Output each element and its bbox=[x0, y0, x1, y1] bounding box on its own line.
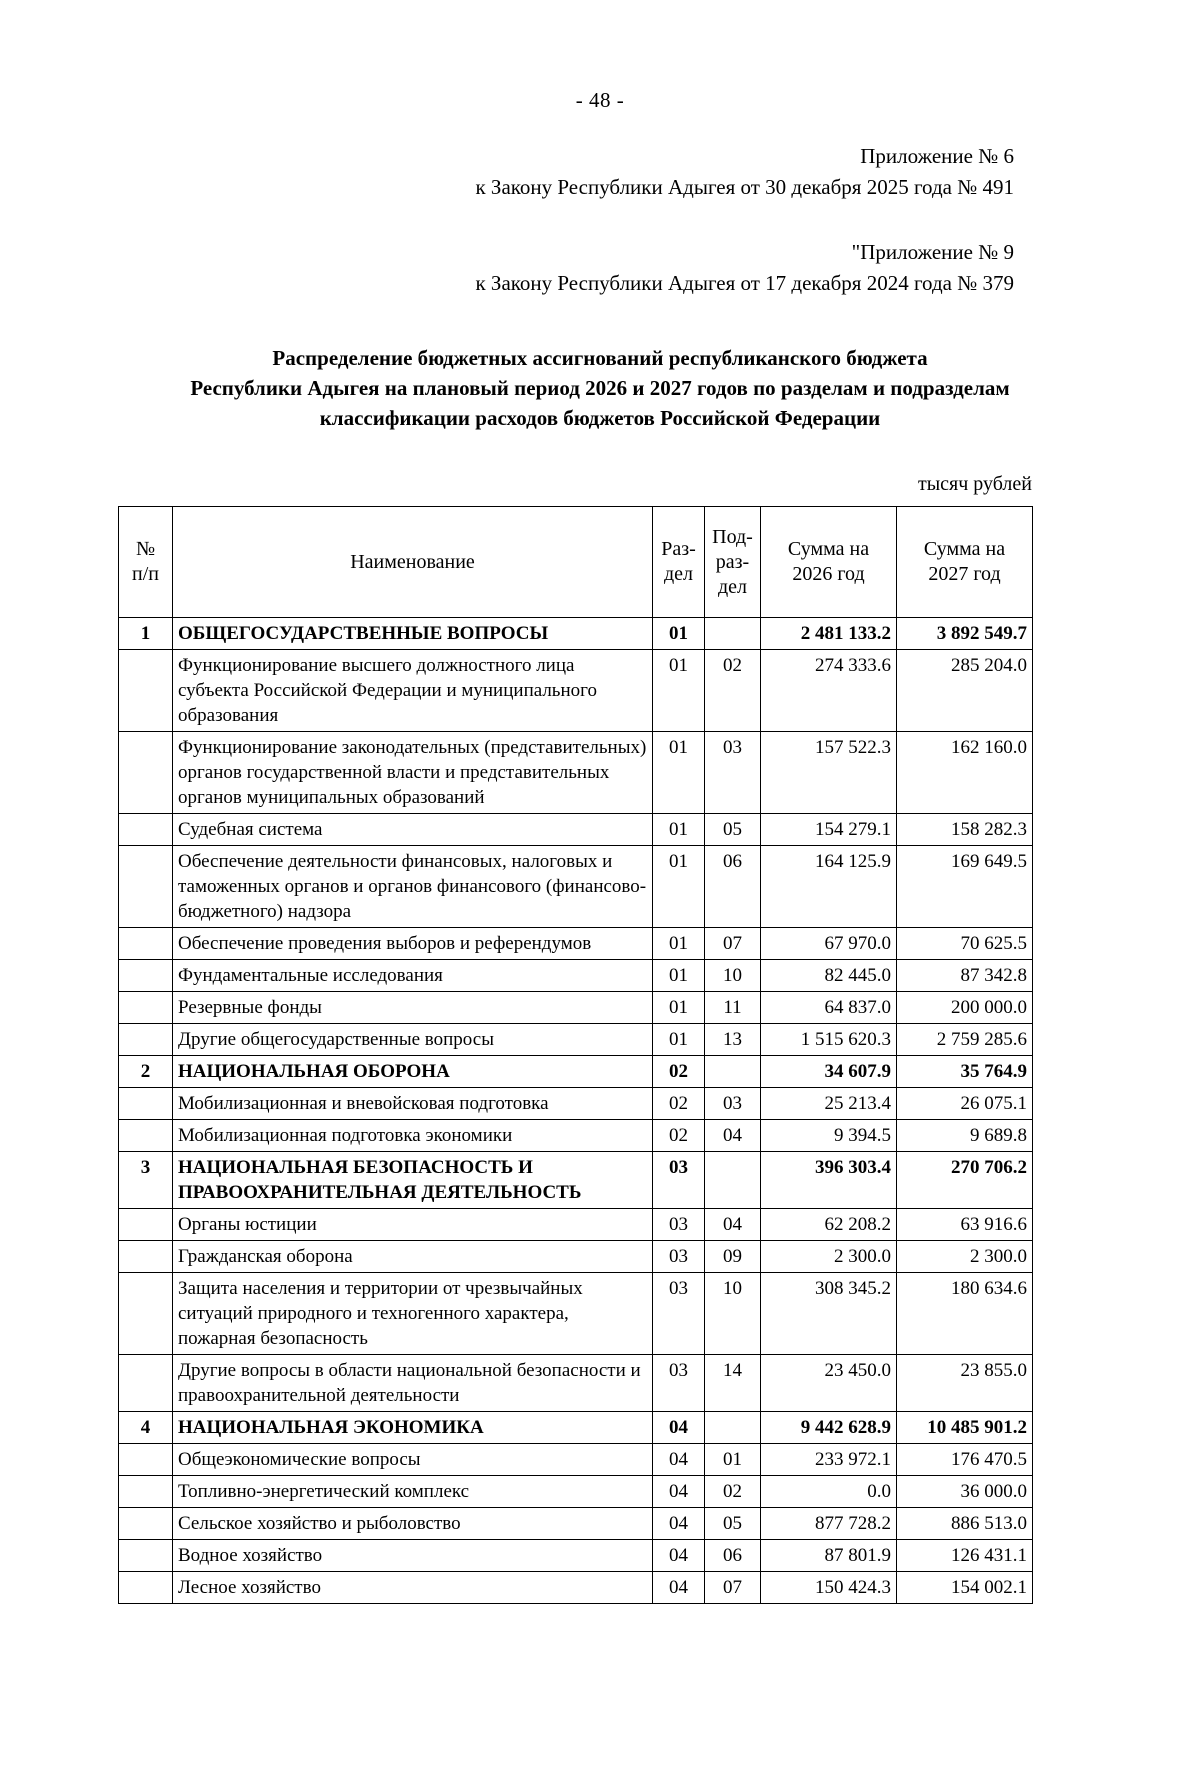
row-number-cell bbox=[119, 1572, 173, 1604]
column-header-number-line2: п/п bbox=[132, 563, 159, 585]
row-sum-2027-cell: 176 470.5 bbox=[897, 1444, 1033, 1476]
row-sum-2026-cell: 308 345.2 bbox=[761, 1273, 897, 1355]
row-sum-2026-cell: 23 450.0 bbox=[761, 1355, 897, 1412]
column-header-podrazdel bbox=[705, 507, 761, 618]
row-sum-2027-cell: 162 160.0 bbox=[897, 732, 1033, 814]
row-number-cell bbox=[119, 650, 173, 732]
row-sum-2026-cell: 150 424.3 bbox=[761, 1572, 897, 1604]
table-row bbox=[119, 1540, 1033, 1572]
row-number-cell bbox=[119, 814, 173, 846]
row-razdel-cell: 01 bbox=[653, 618, 705, 650]
row-podrazdel-cell: 04 bbox=[705, 1209, 761, 1241]
column-header-razdel-line1: Раз- bbox=[661, 538, 696, 560]
row-sum-2027-cell: 2 759 285.6 bbox=[897, 1024, 1033, 1056]
column-header-sum-2026-line2: 2026 год bbox=[792, 563, 865, 585]
row-podrazdel-cell bbox=[705, 1412, 761, 1444]
table-row bbox=[119, 618, 1033, 650]
column-header-sum-2026 bbox=[761, 507, 897, 618]
row-sum-2026-cell: 154 279.1 bbox=[761, 814, 897, 846]
row-podrazdel-cell: 07 bbox=[705, 928, 761, 960]
row-name-cell: Топливно-энергетический комплекс bbox=[173, 1476, 653, 1508]
table-row bbox=[119, 1508, 1033, 1540]
table-row bbox=[119, 1355, 1033, 1412]
row-number-cell bbox=[119, 1120, 173, 1152]
row-sum-2027-cell: 180 634.6 bbox=[897, 1273, 1033, 1355]
row-sum-2026-cell: 64 837.0 bbox=[761, 992, 897, 1024]
row-number-cell: 4 bbox=[119, 1412, 173, 1444]
row-razdel-cell: 03 bbox=[653, 1209, 705, 1241]
document-page bbox=[0, 88, 1200, 1775]
row-sum-2026-cell: 87 801.9 bbox=[761, 1540, 897, 1572]
row-sum-2026-cell: 9 394.5 bbox=[761, 1120, 897, 1152]
table-row bbox=[119, 1444, 1033, 1476]
table-row bbox=[119, 1209, 1033, 1241]
row-sum-2026-cell: 25 213.4 bbox=[761, 1088, 897, 1120]
row-name-cell: Резервные фонды bbox=[173, 992, 653, 1024]
row-podrazdel-cell: 10 bbox=[705, 1273, 761, 1355]
table-row bbox=[119, 1024, 1033, 1056]
row-number-cell bbox=[119, 1241, 173, 1273]
row-name-cell: Мобилизационная и вневойсковая подготовка bbox=[173, 1088, 653, 1120]
row-sum-2027-cell: 23 855.0 bbox=[897, 1355, 1033, 1412]
row-podrazdel-cell: 11 bbox=[705, 992, 761, 1024]
row-podrazdel-cell: 02 bbox=[705, 650, 761, 732]
row-sum-2026-cell: 67 970.0 bbox=[761, 928, 897, 960]
row-podrazdel-cell: 06 bbox=[705, 1540, 761, 1572]
row-podrazdel-cell: 01 bbox=[705, 1444, 761, 1476]
page-number: - 48 - bbox=[575, 88, 625, 112]
row-sum-2027-cell: 154 002.1 bbox=[897, 1572, 1033, 1604]
row-number-cell bbox=[119, 1540, 173, 1572]
row-sum-2026-cell: 9 442 628.9 bbox=[761, 1412, 897, 1444]
row-razdel-cell: 04 bbox=[653, 1444, 705, 1476]
row-sum-2027-cell: 200 000.0 bbox=[897, 992, 1033, 1024]
row-sum-2026-cell: 233 972.1 bbox=[761, 1444, 897, 1476]
table-row bbox=[119, 1572, 1033, 1604]
row-podrazdel-cell: 09 bbox=[705, 1241, 761, 1273]
row-razdel-cell: 01 bbox=[653, 960, 705, 992]
column-header-razdel-line2: дел bbox=[663, 563, 694, 585]
row-name-cell: Обеспечение проведения выборов и референдумов bbox=[173, 928, 653, 960]
row-sum-2027-cell: 158 282.3 bbox=[897, 814, 1033, 846]
table-header-row bbox=[119, 507, 1033, 618]
row-razdel-cell: 01 bbox=[653, 1024, 705, 1056]
row-name-cell: Сельское хозяйство и рыболовство bbox=[173, 1508, 653, 1540]
row-sum-2027-cell: 63 916.6 bbox=[897, 1209, 1033, 1241]
row-podrazdel-cell: 14 bbox=[705, 1355, 761, 1412]
row-sum-2026-cell: 877 728.2 bbox=[761, 1508, 897, 1540]
table-row bbox=[119, 1241, 1033, 1273]
row-name-cell: Лесное хозяйство bbox=[173, 1572, 653, 1604]
page-title-line-2: Республики Адыгея на плановый период 2026 и 2027 годов по разделам и подразделам bbox=[190, 376, 1010, 400]
row-name-cell: НАЦИОНАЛЬНАЯ ЭКОНОМИКА bbox=[173, 1412, 653, 1444]
column-header-sum-2027-line1: Сумма на bbox=[923, 538, 1006, 560]
row-razdel-cell: 02 bbox=[653, 1056, 705, 1088]
row-podrazdel-cell: 10 bbox=[705, 960, 761, 992]
page-title bbox=[0, 343, 1200, 433]
row-name-cell: НАЦИОНАЛЬНАЯ ОБОРОНА bbox=[173, 1056, 653, 1088]
row-podrazdel-cell bbox=[705, 1056, 761, 1088]
row-razdel-cell: 01 bbox=[653, 846, 705, 928]
row-sum-2027-cell: 169 649.5 bbox=[897, 846, 1033, 928]
row-razdel-cell: 03 bbox=[653, 1273, 705, 1355]
row-sum-2027-cell: 87 342.8 bbox=[897, 960, 1033, 992]
table-row bbox=[119, 1152, 1033, 1209]
column-header-podrazdel-line2: раз- bbox=[715, 550, 750, 573]
row-sum-2027-cell: 126 431.1 bbox=[897, 1540, 1033, 1572]
row-number-cell bbox=[119, 1476, 173, 1508]
row-name-cell: Функционирование высшего должностного лица субъекта Российской Федерации и муниципального образования bbox=[173, 650, 653, 732]
row-podrazdel-cell bbox=[705, 1152, 761, 1209]
row-name-cell: Судебная система bbox=[173, 814, 653, 846]
table-row bbox=[119, 960, 1033, 992]
row-sum-2027-cell: 10 485 901.2 bbox=[897, 1412, 1033, 1444]
row-sum-2026-cell: 0.0 bbox=[761, 1476, 897, 1508]
row-sum-2026-cell: 1 515 620.3 bbox=[761, 1024, 897, 1056]
row-sum-2026-cell: 34 607.9 bbox=[761, 1056, 897, 1088]
row-name-cell: Фундаментальные исследования bbox=[173, 960, 653, 992]
row-razdel-cell: 01 bbox=[653, 732, 705, 814]
row-sum-2027-cell: 9 689.8 bbox=[897, 1120, 1033, 1152]
row-sum-2027-cell: 70 625.5 bbox=[897, 928, 1033, 960]
table-row bbox=[119, 992, 1033, 1024]
row-sum-2026-cell: 2 300.0 bbox=[761, 1241, 897, 1273]
appendix-secondary-reference bbox=[0, 237, 1200, 299]
table-row bbox=[119, 814, 1033, 846]
row-name-cell: Другие общегосударственные вопросы bbox=[173, 1024, 653, 1056]
appendix-primary-law: к Закону Республики Адыгея от 30 декабря 2025 года № 491 bbox=[475, 175, 1014, 199]
table-row bbox=[119, 1120, 1033, 1152]
row-razdel-cell: 01 bbox=[653, 928, 705, 960]
row-number-cell bbox=[119, 928, 173, 960]
row-number-cell bbox=[119, 1508, 173, 1540]
row-name-cell: Функционирование законодательных (представительных) органов государственной власти и представительных органов муниципальных образований bbox=[173, 732, 653, 814]
table-row bbox=[119, 1056, 1033, 1088]
row-podrazdel-cell: 03 bbox=[705, 732, 761, 814]
table-row bbox=[119, 1088, 1033, 1120]
row-sum-2027-cell: 35 764.9 bbox=[897, 1056, 1033, 1088]
row-name-cell: Защита населения и территории от чрезвычайных ситуаций природного и техногенного характера, пожарная безопасность bbox=[173, 1273, 653, 1355]
row-name-cell: Водное хозяйство bbox=[173, 1540, 653, 1572]
row-podrazdel-cell bbox=[705, 618, 761, 650]
row-sum-2027-cell: 2 300.0 bbox=[897, 1241, 1033, 1273]
appendix-primary-title: Приложение № 6 bbox=[860, 144, 1014, 168]
row-number-cell bbox=[119, 1355, 173, 1412]
row-podrazdel-cell: 02 bbox=[705, 1476, 761, 1508]
row-sum-2026-cell: 274 333.6 bbox=[761, 650, 897, 732]
appendix-secondary-title: "Приложение № 9 bbox=[851, 240, 1014, 264]
appendix-primary-reference bbox=[0, 141, 1200, 203]
table-row bbox=[119, 650, 1033, 732]
row-podrazdel-cell: 03 bbox=[705, 1088, 761, 1120]
row-razdel-cell: 03 bbox=[653, 1355, 705, 1412]
row-podrazdel-cell: 05 bbox=[705, 1508, 761, 1540]
row-name-cell: Другие вопросы в области национальной безопасности и правоохранительной деятельности bbox=[173, 1355, 653, 1412]
column-header-podrazdel-line3: дел bbox=[717, 575, 748, 598]
row-sum-2027-cell: 270 706.2 bbox=[897, 1152, 1033, 1209]
row-razdel-cell: 02 bbox=[653, 1120, 705, 1152]
row-sum-2027-cell: 886 513.0 bbox=[897, 1508, 1033, 1540]
table-row bbox=[119, 1273, 1033, 1355]
row-sum-2026-cell: 2 481 133.2 bbox=[761, 618, 897, 650]
row-sum-2026-cell: 396 303.4 bbox=[761, 1152, 897, 1209]
row-razdel-cell: 04 bbox=[653, 1572, 705, 1604]
column-header-razdel bbox=[653, 507, 705, 618]
row-number-cell bbox=[119, 1024, 173, 1056]
row-number-cell bbox=[119, 1209, 173, 1241]
row-razdel-cell: 03 bbox=[653, 1241, 705, 1273]
row-number-cell bbox=[119, 960, 173, 992]
row-sum-2027-cell: 36 000.0 bbox=[897, 1476, 1033, 1508]
row-number-cell bbox=[119, 1088, 173, 1120]
column-header-sum-2027-line2: 2027 год bbox=[928, 563, 1001, 585]
page-title-line-3: классификации расходов бюджетов Российской Федерации bbox=[319, 406, 881, 430]
row-number-cell bbox=[119, 1273, 173, 1355]
row-number-cell bbox=[119, 732, 173, 814]
row-razdel-cell: 02 bbox=[653, 1088, 705, 1120]
row-name-cell: Мобилизационная подготовка экономики bbox=[173, 1120, 653, 1152]
row-name-cell: Гражданская оборона bbox=[173, 1241, 653, 1273]
row-number-cell bbox=[119, 992, 173, 1024]
row-number-cell: 2 bbox=[119, 1056, 173, 1088]
row-razdel-cell: 04 bbox=[653, 1508, 705, 1540]
table-body bbox=[119, 618, 1033, 1604]
budget-table-container bbox=[0, 506, 1200, 1604]
row-podrazdel-cell: 04 bbox=[705, 1120, 761, 1152]
budget-allocations-table bbox=[118, 506, 1033, 1604]
row-podrazdel-cell: 06 bbox=[705, 846, 761, 928]
row-number-cell: 1 bbox=[119, 618, 173, 650]
row-sum-2026-cell: 157 522.3 bbox=[761, 732, 897, 814]
table-row bbox=[119, 1476, 1033, 1508]
row-sum-2027-cell: 26 075.1 bbox=[897, 1088, 1033, 1120]
units-note: тысяч рублей bbox=[917, 473, 1032, 495]
column-header-name: Наименование bbox=[173, 507, 653, 618]
row-number-cell bbox=[119, 846, 173, 928]
row-name-cell: НАЦИОНАЛЬНАЯ БЕЗОПАСНОСТЬ И ПРАВООХРАНИТЕЛЬНАЯ ДЕЯТЕЛЬНОСТЬ bbox=[173, 1152, 653, 1209]
row-name-cell: Органы юстиции bbox=[173, 1209, 653, 1241]
row-name-cell: Общеэкономические вопросы bbox=[173, 1444, 653, 1476]
row-razdel-cell: 04 bbox=[653, 1540, 705, 1572]
row-name-cell: Обеспечение деятельности финансовых, налоговых и таможенных органов и органов финансового (финансово-бюджетного) надзора bbox=[173, 846, 653, 928]
table-header bbox=[119, 507, 1033, 618]
table-row bbox=[119, 732, 1033, 814]
column-header-sum-2026-line1: Сумма на bbox=[787, 538, 870, 560]
row-number-cell bbox=[119, 1444, 173, 1476]
row-razdel-cell: 04 bbox=[653, 1412, 705, 1444]
appendix-secondary-law: к Закону Республики Адыгея от 17 декабря 2024 года № 379 bbox=[475, 271, 1014, 295]
row-number-cell: 3 bbox=[119, 1152, 173, 1209]
row-razdel-cell: 01 bbox=[653, 650, 705, 732]
table-row bbox=[119, 1412, 1033, 1444]
row-podrazdel-cell: 05 bbox=[705, 814, 761, 846]
column-header-number-line1: № bbox=[135, 538, 156, 560]
page-title-line-1: Распределение бюджетных ассигнований республиканского бюджета bbox=[272, 346, 928, 370]
row-sum-2027-cell: 285 204.0 bbox=[897, 650, 1033, 732]
row-sum-2026-cell: 62 208.2 bbox=[761, 1209, 897, 1241]
column-header-number bbox=[119, 507, 173, 618]
row-sum-2027-cell: 3 892 549.7 bbox=[897, 618, 1033, 650]
row-podrazdel-cell: 07 bbox=[705, 1572, 761, 1604]
column-header-sum-2027 bbox=[897, 507, 1033, 618]
row-razdel-cell: 03 bbox=[653, 1152, 705, 1209]
row-razdel-cell: 01 bbox=[653, 814, 705, 846]
column-header-podrazdel-line1: Под- bbox=[712, 525, 753, 548]
row-razdel-cell: 01 bbox=[653, 992, 705, 1024]
table-row bbox=[119, 846, 1033, 928]
table-row bbox=[119, 928, 1033, 960]
row-sum-2026-cell: 164 125.9 bbox=[761, 846, 897, 928]
row-name-cell: ОБЩЕГОСУДАРСТВЕННЫЕ ВОПРОСЫ bbox=[173, 618, 653, 650]
row-razdel-cell: 04 bbox=[653, 1476, 705, 1508]
row-sum-2026-cell: 82 445.0 bbox=[761, 960, 897, 992]
row-podrazdel-cell: 13 bbox=[705, 1024, 761, 1056]
